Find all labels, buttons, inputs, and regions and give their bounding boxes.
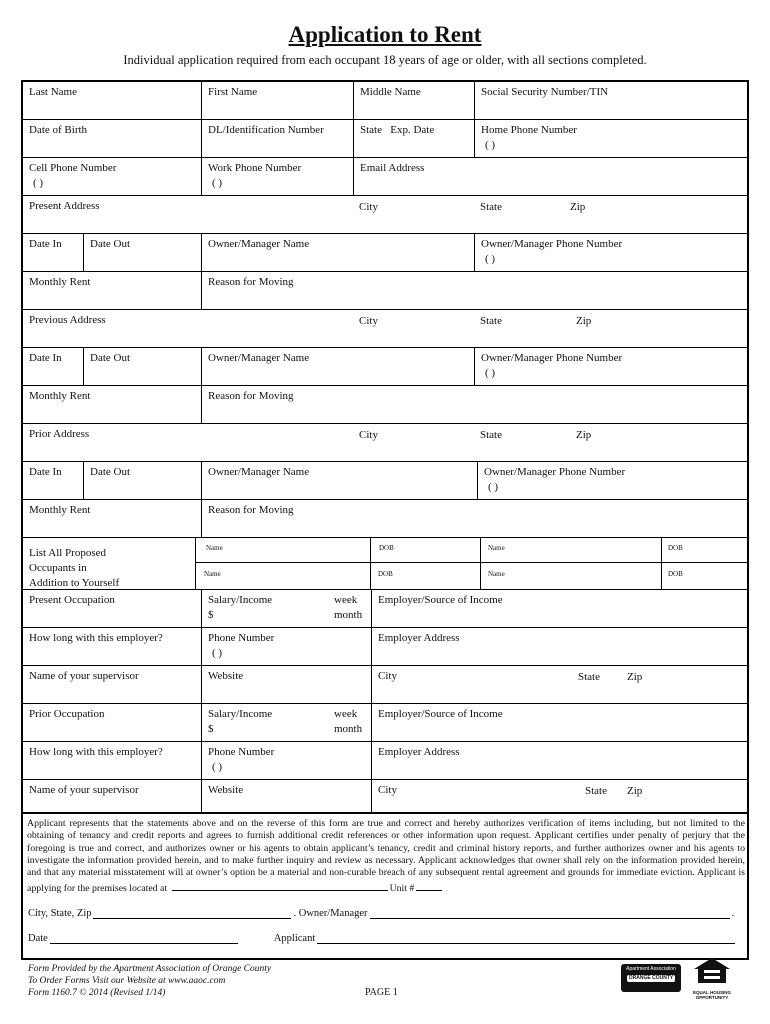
prior-zip-label: Zip xyxy=(576,429,592,441)
present-supervisor-field[interactable] xyxy=(23,666,201,703)
prior-occupation-label: Prior Occupation xyxy=(29,708,105,720)
present-salary-month: month xyxy=(334,609,363,621)
home-phone-field[interactable] xyxy=(474,120,747,157)
occupant-4-dob-label: DOB xyxy=(668,570,683,578)
row-identification xyxy=(23,120,747,158)
date-applicant-line xyxy=(28,932,737,944)
row-present-employer-detail xyxy=(23,628,747,666)
prior-state-label: State xyxy=(480,429,502,441)
previous-owner-phone-field[interactable] xyxy=(474,348,747,385)
occupants-label-block xyxy=(23,538,195,589)
previous-address-field[interactable] xyxy=(23,310,747,347)
home-phone-label: Home Phone Number xyxy=(481,124,577,136)
occupant-dob-col-2[interactable] xyxy=(661,538,747,589)
prior-website-label: Website xyxy=(208,784,244,796)
apartment-association-logo xyxy=(621,964,681,992)
row-previous-rent xyxy=(23,386,747,424)
occupants-label-line-3: Addition to Yourself xyxy=(29,577,120,589)
present-website-field[interactable] xyxy=(201,666,371,703)
city-state-zip-input[interactable] xyxy=(93,907,291,919)
present-employer-phone-field[interactable] xyxy=(201,628,371,665)
occupant-1-name-label: Name xyxy=(206,544,223,552)
first-name-label: First Name xyxy=(208,86,258,98)
row-previous-address xyxy=(23,310,747,348)
logo-text-line-2: ORANGE COUNTY xyxy=(628,975,674,981)
present-how-long-field[interactable] xyxy=(23,628,201,665)
prior-employer-city-label: City xyxy=(378,784,397,796)
previous-date-out-label: Date Out xyxy=(90,352,131,364)
occupant-2-name-label: Name xyxy=(488,544,505,552)
prior-salary-week: week xyxy=(334,708,358,720)
present-state-label: State xyxy=(480,201,502,213)
previous-date-out-field[interactable] xyxy=(83,348,201,385)
row-prior-employer-detail xyxy=(23,742,747,780)
occupant-1-dob-label: DOB xyxy=(379,544,394,552)
present-employer-address-field[interactable] xyxy=(371,628,747,665)
dl-label: DL/Identification Number xyxy=(208,124,324,136)
page-title: Application to Rent xyxy=(288,22,482,47)
prior-how-long-field[interactable] xyxy=(23,742,201,779)
exp-date-label: Exp. Date xyxy=(390,124,435,136)
prior-city-label: City xyxy=(359,429,378,441)
present-reason-label: Reason for Moving xyxy=(208,276,294,288)
prior-employer-city-field[interactable] xyxy=(371,780,747,814)
present-owner-phone-field[interactable] xyxy=(474,234,747,271)
prior-employer-zip-label: Zip xyxy=(627,785,643,797)
cell-phone-field[interactable] xyxy=(23,158,201,195)
prior-owner-phone-label: Owner/Manager Phone Number xyxy=(484,466,626,478)
certification-text-block xyxy=(27,818,745,896)
prior-salary-field[interactable] xyxy=(201,704,371,741)
prior-employer-label: Employer/Source of Income xyxy=(378,708,503,720)
previous-rent-field[interactable] xyxy=(23,386,201,423)
page-subtitle: Individual application required from each occupant 18 years of age or older, with all sections completed. xyxy=(123,53,647,67)
applicant-signature-input[interactable] xyxy=(317,932,735,944)
present-website-label: Website xyxy=(208,670,244,682)
footer-line-3: Form 1160.7 © 2014 (Revised 1/14) xyxy=(28,988,166,998)
work-phone-area-code: ( ) xyxy=(212,177,223,189)
previous-state-label: State xyxy=(480,315,502,327)
present-employer-phone-area-code: ( ) xyxy=(212,647,223,659)
work-phone-label: Work Phone Number xyxy=(208,162,302,174)
present-zip-label: Zip xyxy=(570,201,586,213)
occupant-name-col-2[interactable] xyxy=(480,538,661,589)
dob-label: Date of Birth xyxy=(29,124,88,136)
present-employer-phone-label: Phone Number xyxy=(208,632,275,644)
prior-owner-field[interactable] xyxy=(201,462,477,499)
row-prior-occupation xyxy=(23,704,747,742)
present-employer-state-label: State xyxy=(578,671,600,683)
date-label: Date xyxy=(28,933,48,944)
prior-supervisor-field[interactable] xyxy=(23,780,201,814)
present-employer-zip-label: Zip xyxy=(627,671,643,683)
prior-employer-phone-area-code: ( ) xyxy=(212,761,223,773)
row-previous-dates xyxy=(23,348,747,386)
present-owner-field[interactable] xyxy=(201,234,474,271)
present-occupation-field[interactable] xyxy=(23,590,201,627)
present-owner-phone-area-code: ( ) xyxy=(485,253,496,265)
city-owner-line xyxy=(28,907,734,919)
previous-date-in-label: Date In xyxy=(29,352,62,364)
logo-text-line-1: Apartment Association xyxy=(626,966,676,972)
row-present-supervisor xyxy=(23,666,747,704)
middle-name-label: Middle Name xyxy=(360,86,421,98)
prior-reason-field[interactable] xyxy=(201,500,747,537)
email-label: Email Address xyxy=(360,162,425,174)
present-reason-field[interactable] xyxy=(201,272,747,309)
prior-date-in-field[interactable] xyxy=(23,462,83,499)
prior-employer-address-label: Employer Address xyxy=(378,746,460,758)
row-prior-dates xyxy=(23,462,747,500)
footer-credits xyxy=(28,963,271,999)
present-how-long-label: How long with this employer? xyxy=(29,632,163,644)
certification-text: Applicant represents that the statements above and on the reverse of this form are true and correct and hereby authorizes verification of items including, but not limited to the obtaining of tenancy and credit reports and agrees to furnish additional credit references or other information upon request. Applicant certifies under penalty of perjury that the foregoing is true and correct, and authorizes owner or his agents to obtain applicant’s tenancy, credit and criminal history reports, and further authorizes owner and his agents to investigate the information provided herein, and to make further inquiry and review as necessary. Applicant acknowledges that owner shall rely on the information provided herein, and that any material misstatement will at owner’s option be a material and non-curable breach of any subsequent rental agreement and grounds for immediate eviction. Applicant is applying for the premises located at xyxy=(27,818,745,895)
present-address-field[interactable] xyxy=(23,196,747,233)
present-owner-phone-label: Owner/Manager Phone Number xyxy=(481,238,623,250)
present-date-out-label: Date Out xyxy=(90,238,131,250)
cell-phone-area-code: ( ) xyxy=(33,177,44,189)
present-salary-label: Salary/Income xyxy=(208,594,273,606)
previous-zip-label: Zip xyxy=(576,315,592,327)
cell-phone-label: Cell Phone Number xyxy=(29,162,117,174)
prior-employer-phone-field[interactable] xyxy=(201,742,371,779)
middle-name-field[interactable] xyxy=(353,82,474,119)
state-exp-field[interactable] xyxy=(353,120,474,157)
first-name-field[interactable] xyxy=(201,82,353,119)
last-name-field[interactable] xyxy=(23,82,201,119)
city-state-zip-label: City, State, Zip xyxy=(28,908,92,919)
prior-employer-field[interactable] xyxy=(371,704,747,741)
prior-owner-phone-field[interactable] xyxy=(477,462,747,499)
prior-reason-label: Reason for Moving xyxy=(208,504,294,516)
prior-owner-phone-area-code: ( ) xyxy=(488,481,499,493)
unit-number-line[interactable] xyxy=(416,879,442,891)
previous-owner-phone-area-code: ( ) xyxy=(485,367,496,379)
page-number: PAGE 1 xyxy=(365,987,398,998)
prior-date-in-label: Date In xyxy=(29,466,62,478)
occupant-dob-col-1[interactable] xyxy=(370,538,480,589)
ssn-field[interactable] xyxy=(474,82,747,119)
present-owner-label: Owner/Manager Name xyxy=(208,238,310,250)
certification-section xyxy=(21,814,749,960)
present-salary-week: week xyxy=(334,594,358,606)
previous-owner-field[interactable] xyxy=(201,348,474,385)
row-present-rent xyxy=(23,272,747,310)
present-supervisor-label: Name of your supervisor xyxy=(29,670,139,682)
prior-salary-dollar: $ xyxy=(208,723,214,735)
email-field[interactable] xyxy=(353,158,747,195)
present-employer-address-label: Employer Address xyxy=(378,632,460,644)
ssn-label: Social Security Number/TIN xyxy=(481,86,609,98)
occupant-name-col-1[interactable] xyxy=(195,538,370,589)
occupant-3-name-label: Name xyxy=(204,570,221,578)
previous-owner-phone-label: Owner/Manager Phone Number xyxy=(481,352,623,364)
prior-rent-label: Monthly Rent xyxy=(29,504,91,516)
owner-line-period: . xyxy=(731,908,735,919)
equal-housing-house-icon xyxy=(692,956,732,984)
prior-how-long-label: How long with this employer? xyxy=(29,746,163,758)
prior-employer-state-label: State xyxy=(585,785,607,797)
occupant-2-dob-label: DOB xyxy=(668,544,683,552)
unit-label: Unit # xyxy=(389,883,415,895)
present-employer-label: Employer/Source of Income xyxy=(378,594,503,606)
premises-address-line[interactable] xyxy=(172,879,388,891)
prior-address-field[interactable] xyxy=(23,424,747,461)
prior-date-out-label: Date Out xyxy=(90,466,131,478)
present-occupation-label: Present Occupation xyxy=(29,594,115,606)
footer-line-2: To Order Forms Visit our Website at www.aaoc.com xyxy=(28,976,226,986)
previous-reason-label: Reason for Moving xyxy=(208,390,294,402)
previous-owner-label: Owner/Manager Name xyxy=(208,352,310,364)
present-address-label: Present Address xyxy=(29,200,100,212)
present-salary-dollar: $ xyxy=(208,609,214,621)
prior-supervisor-label: Name of your supervisor xyxy=(29,784,139,796)
prior-employer-address-field[interactable] xyxy=(371,742,747,779)
row-contact xyxy=(23,158,747,196)
dl-field[interactable] xyxy=(201,120,353,157)
occupants-label-line-2: Occupants in xyxy=(29,562,87,574)
present-salary-field[interactable] xyxy=(201,590,371,627)
occupants-label-line-1: List All Proposed xyxy=(29,547,107,559)
eho-text-line-1: EQUAL HOUSING xyxy=(693,990,731,995)
present-rent-label: Monthly Rent xyxy=(29,276,91,288)
previous-reason-field[interactable] xyxy=(201,386,747,423)
home-phone-area-code: ( ) xyxy=(485,139,496,151)
dl-state-label: State xyxy=(360,124,382,136)
prior-rent-field[interactable] xyxy=(23,500,201,537)
row-present-occupation xyxy=(23,590,747,628)
prior-owner-label: Owner/Manager Name xyxy=(208,466,310,478)
prior-date-out-field[interactable] xyxy=(83,462,201,499)
eho-text-line-2: OPPORTUNITY xyxy=(695,995,729,1000)
row-prior-supervisor xyxy=(23,780,747,814)
owner-manager-label: . Owner/Manager xyxy=(293,908,368,919)
previous-address-label: Previous Address xyxy=(29,314,106,326)
present-city-label: City xyxy=(359,201,378,213)
prior-occupation-field[interactable] xyxy=(23,704,201,741)
owner-manager-input[interactable] xyxy=(370,907,730,919)
present-rent-field[interactable] xyxy=(23,272,201,309)
prior-website-field[interactable] xyxy=(201,780,371,814)
row-prior-address xyxy=(23,424,747,462)
prior-address-label: Prior Address xyxy=(29,428,90,440)
present-employer-city-field[interactable] xyxy=(371,666,747,703)
present-date-in-field[interactable] xyxy=(23,234,83,271)
row-present-dates xyxy=(23,234,747,272)
equal-housing-logo xyxy=(692,956,732,998)
last-name-label: Last Name xyxy=(29,86,77,98)
prior-salary-month: month xyxy=(334,723,363,735)
present-date-in-label: Date In xyxy=(29,238,62,250)
previous-date-in-field[interactable] xyxy=(23,348,83,385)
row-names xyxy=(23,82,747,120)
prior-salary-label: Salary/Income xyxy=(208,708,273,720)
dob-field[interactable] xyxy=(23,120,201,157)
work-phone-field[interactable] xyxy=(201,158,353,195)
previous-city-label: City xyxy=(359,315,378,327)
present-date-out-field[interactable] xyxy=(83,234,201,271)
present-employer-field[interactable] xyxy=(371,590,747,627)
occupant-4-name-label: Name xyxy=(488,570,505,578)
previous-rent-label: Monthly Rent xyxy=(29,390,91,402)
occupant-3-dob-label: DOB xyxy=(378,570,393,578)
application-form xyxy=(21,80,749,814)
row-present-address xyxy=(23,196,747,234)
date-input[interactable] xyxy=(50,932,238,944)
prior-employer-phone-label: Phone Number xyxy=(208,746,275,758)
applicant-label: Applicant xyxy=(273,933,316,944)
row-occupants xyxy=(23,538,747,590)
footer-line-1: Form Provided by the Apartment Association of Orange County xyxy=(28,964,272,974)
present-employer-city-label: City xyxy=(378,670,397,682)
row-prior-rent xyxy=(23,500,747,538)
